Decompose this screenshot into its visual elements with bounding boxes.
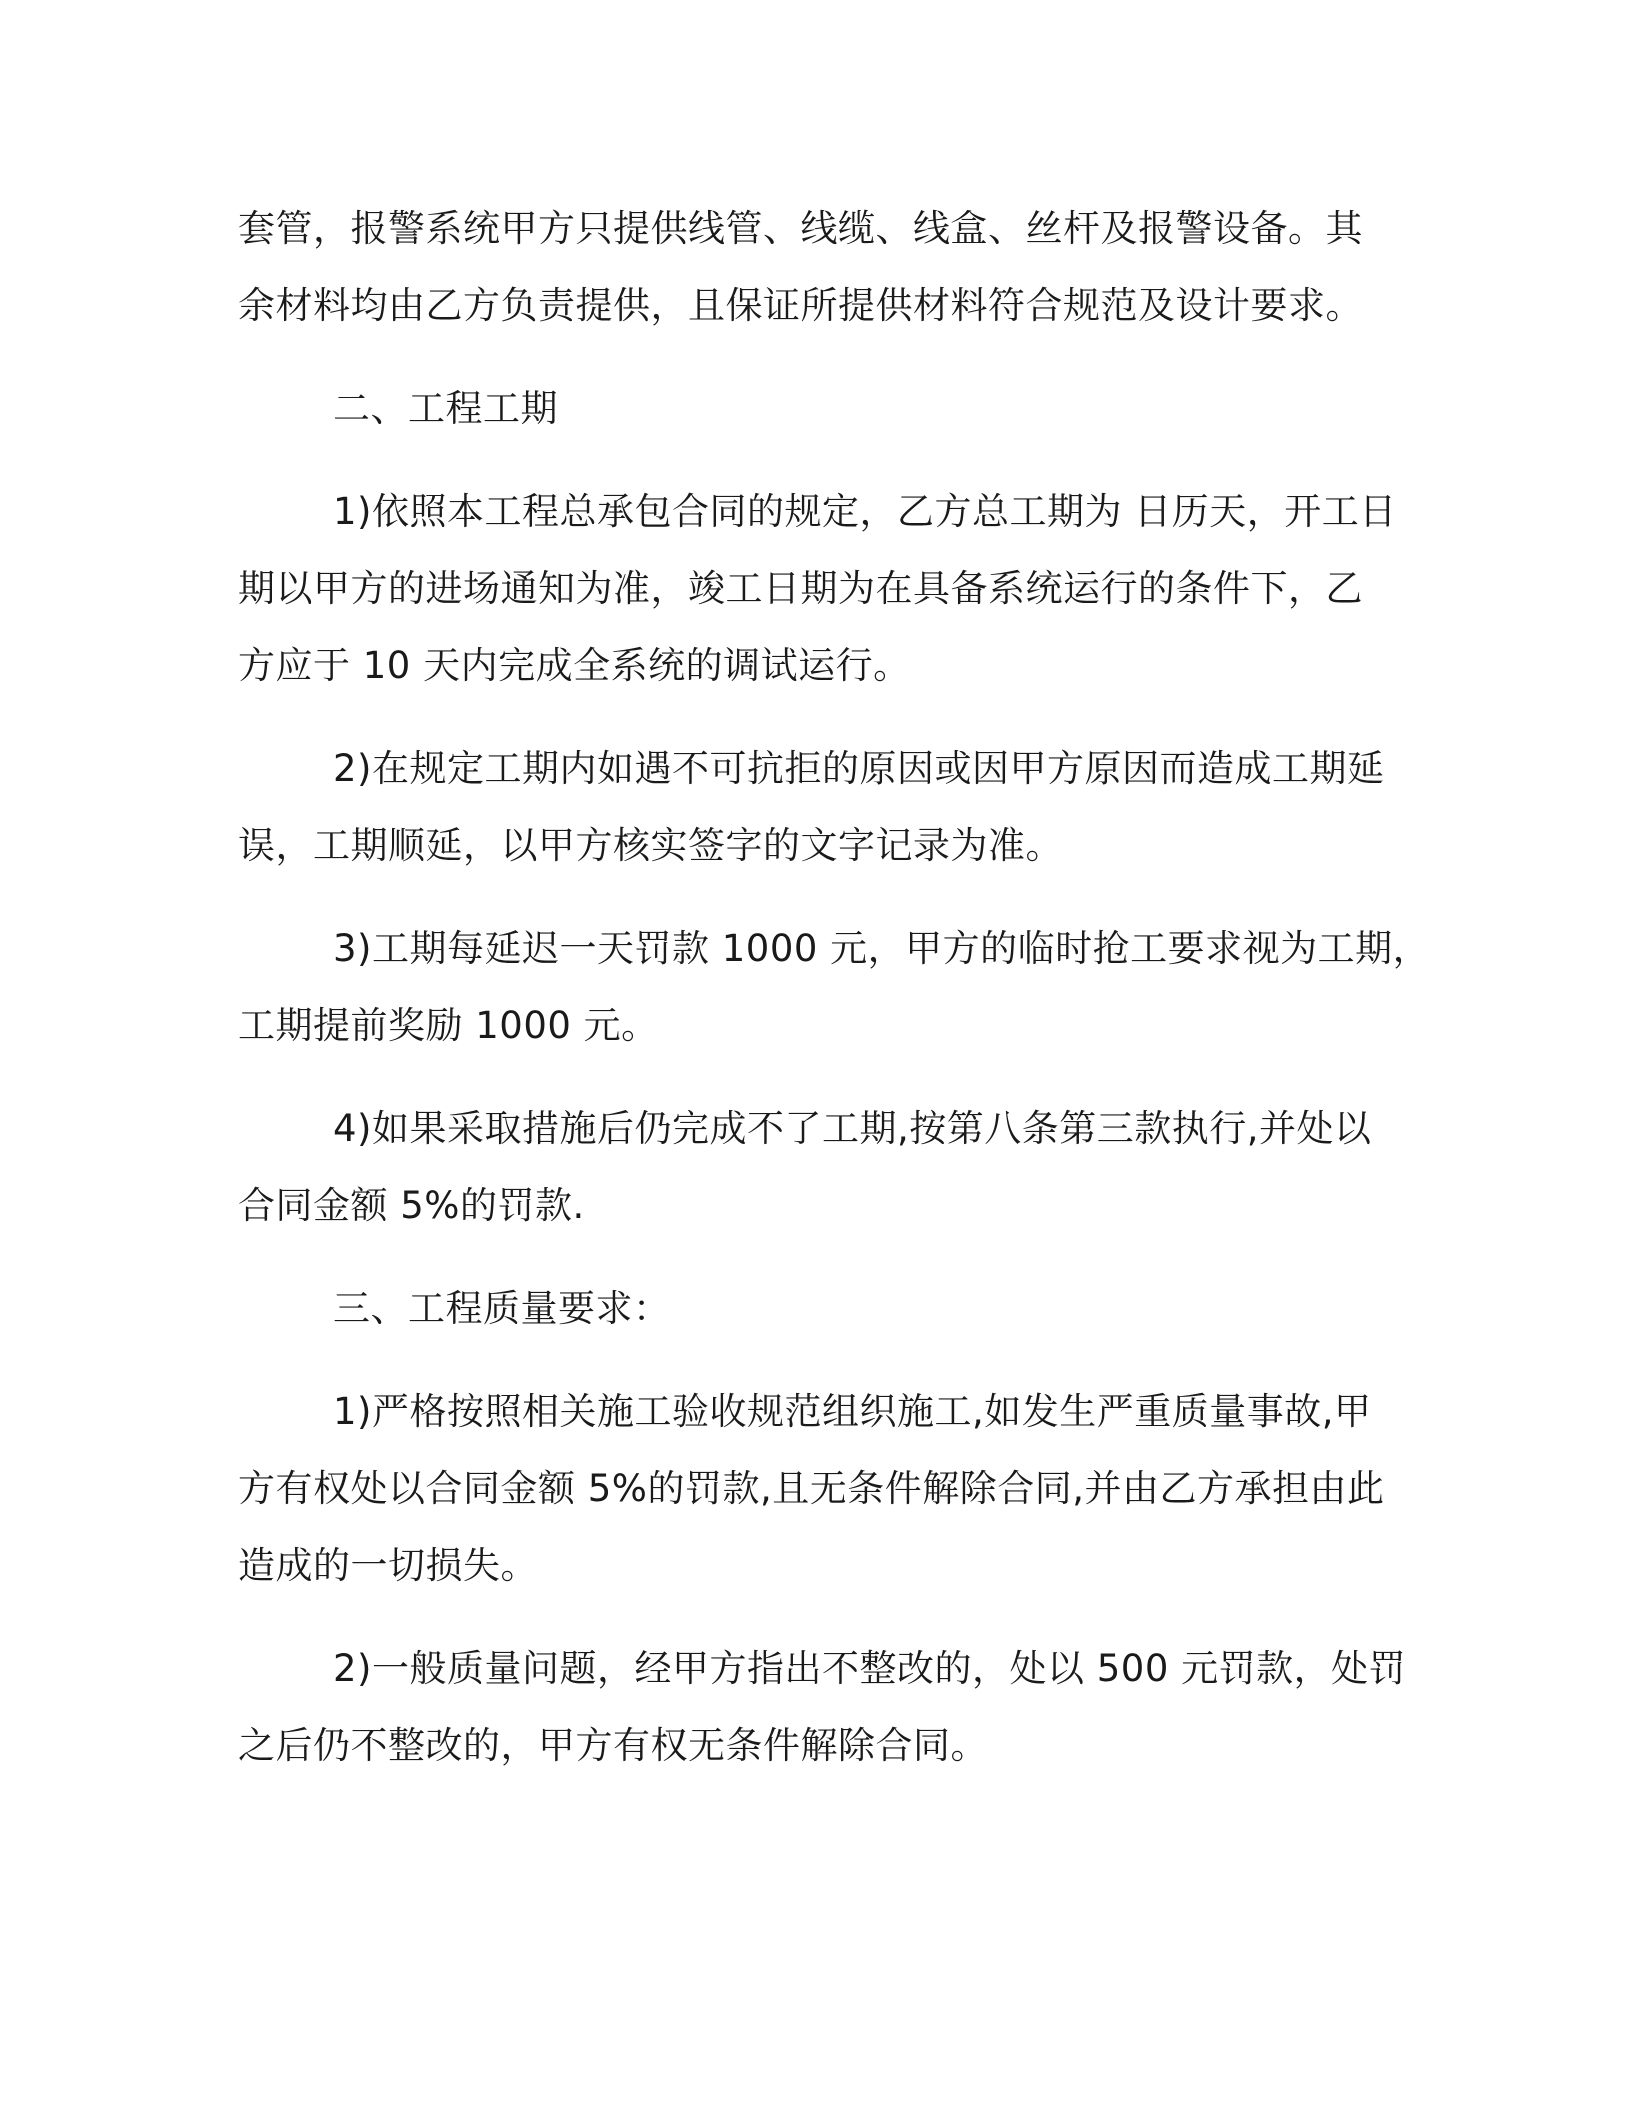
document-body (238, 190, 1431, 1810)
heading-text: 二、工程工期 (333, 387, 558, 430)
list-item (238, 910, 1431, 1064)
text-line: 造成的一切损失。 (238, 1544, 538, 1587)
section-heading (238, 1270, 1378, 1347)
text-line: 方有权处以合同金额 5%的罚款,且无条件解除合同,并由乙方承担由此 (238, 1467, 1385, 1510)
text-line: 1)依照本工程总承包合同的规定，乙方总工期为 日历天，开工日 (333, 490, 1397, 533)
text-line: 套管，报警系统甲方只提供线管、线缆、线盒、丝杆及报警设备。其 (238, 207, 1363, 250)
text-line: 工期提前奖励 1000 元。 (238, 1004, 659, 1047)
text-line: 1)严格按照相关施工验收规范组织施工,如发生严重质量事故,甲 (333, 1390, 1372, 1433)
text-line: 2)一般质量问题，经甲方指出不整改的，处以 500 元罚款，处罚 (333, 1647, 1407, 1690)
text-line: 4)如果采取措施后仍完成不了工期,按第八条第三款执行,并处以 (333, 1107, 1372, 1150)
list-item (238, 473, 1397, 704)
text-line: 方应于 10 天内完成全系统的调试运行。 (238, 644, 911, 687)
list-item (238, 1630, 1407, 1784)
list-item (238, 1373, 1385, 1604)
text-line: 余材料均由乙方负责提供，且保证所提供材料符合规范及设计要求。 (238, 284, 1363, 327)
heading-text: 三、工程质量要求： (333, 1287, 671, 1330)
list-item (238, 730, 1385, 884)
list-item (238, 1090, 1378, 1244)
text-line: 3)工期每延迟一天罚款 1000 元，甲方的临时抢工要求视为工期， (333, 927, 1431, 970)
text-line: 合同金额 5%的罚款. (238, 1184, 585, 1227)
body-paragraph (238, 190, 1378, 344)
text-line: 期以甲方的进场通知为准，竣工日期为在具备系统运行的条件下，乙 (238, 567, 1363, 610)
text-line: 之后仍不整改的，甲方有权无条件解除合同。 (238, 1724, 988, 1767)
section-heading (238, 370, 1378, 447)
text-line: 误，工期顺延，以甲方核实签字的文字记录为准。 (238, 824, 1063, 867)
text-line: 2)在规定工期内如遇不可抗拒的原因或因甲方原因而造成工期延 (333, 747, 1385, 790)
